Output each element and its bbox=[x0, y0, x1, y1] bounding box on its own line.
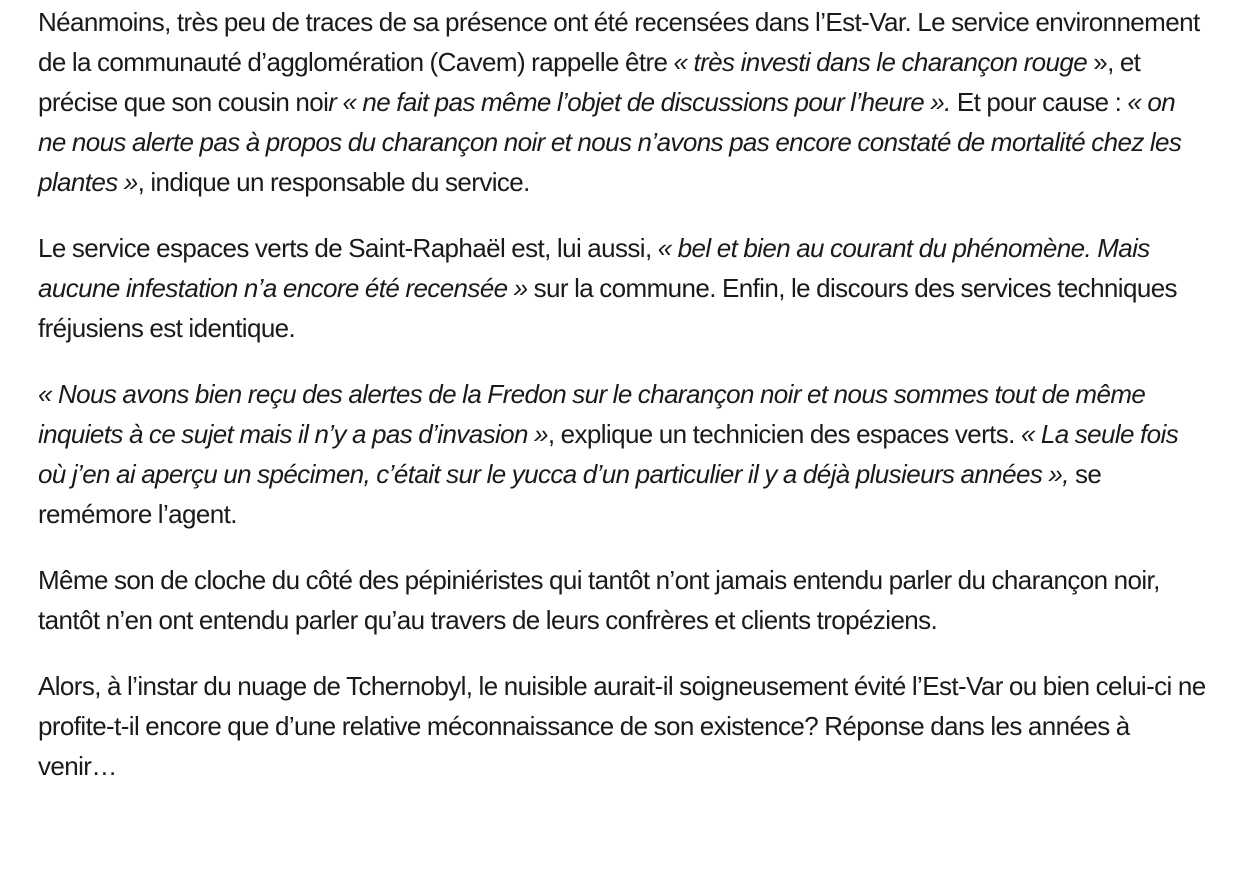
text-segment: Même son de cloche du côté des pépiniéristes qui tantôt n’ont jamais entendu parler du charançon noir, tantôt n’en ont entendu parler qu’au travers de leurs confrères et clients tropéziens. bbox=[38, 565, 1160, 635]
article-body bbox=[38, 2, 1208, 812]
text-segment: , explique un technicien des espaces verts. bbox=[547, 419, 1021, 449]
paragraph-1 bbox=[38, 2, 1208, 202]
text-segment: , indique un responsable du service. bbox=[137, 167, 530, 197]
quote-segment: « très investi dans le charançon rouge bbox=[673, 47, 1088, 77]
quote-segment: « Nous avons bien reçu des alertes de la Fredon sur le charançon noir et nous sommes tout de même inquiets à ce sujet mais il n’y a pas d’invasion » bbox=[38, 379, 1146, 449]
text-segment: se remémore l’agent. bbox=[38, 459, 1102, 529]
quote-segment: r « ne fait pas même l’objet de discussions pour l’heure ». bbox=[328, 87, 951, 117]
paragraph-4 bbox=[38, 560, 1208, 640]
paragraph-5 bbox=[38, 666, 1208, 786]
quote-segment: « bel et bien au courant du phénomène. Mais aucune infestation n’a encore été recensée » bbox=[38, 233, 1150, 303]
text-segment: Néanmoins, très peu de traces de sa présence ont été recensées dans l’Est-Var. Le service environnement de la communauté d’agglomération (Cavem) rappelle être bbox=[38, 7, 1200, 77]
text-segment: Et pour cause : bbox=[950, 87, 1128, 117]
text-segment: », et précise que son cousin noi bbox=[38, 47, 1141, 117]
quote-segment: « on ne nous alerte pas à propos du charançon noir et nous n’avons pas encore constaté de mortalité chez les plantes » bbox=[38, 87, 1182, 197]
text-segment: sur la commune. Enfin, le discours des services techniques fréjusiens est identique. bbox=[38, 273, 1177, 343]
quote-segment: « La seule fois où j’en ai aperçu un spécimen, c’était sur le yucca d’un particulier il y a déjà plusieurs années », bbox=[38, 419, 1179, 489]
paragraph-2 bbox=[38, 228, 1208, 348]
paragraph-3 bbox=[38, 374, 1208, 534]
text-segment: Alors, à l’instar du nuage de Tchernobyl, le nuisible aurait-il soigneusement évité l’Est-Var ou bien celui-ci ne profite-t-il encore que d’une relative méconnaissance de son existence? Réponse dans les années à venir… bbox=[38, 671, 1206, 781]
text-segment: Le service espaces verts de Saint-Raphaël est, lui aussi, bbox=[38, 233, 658, 263]
